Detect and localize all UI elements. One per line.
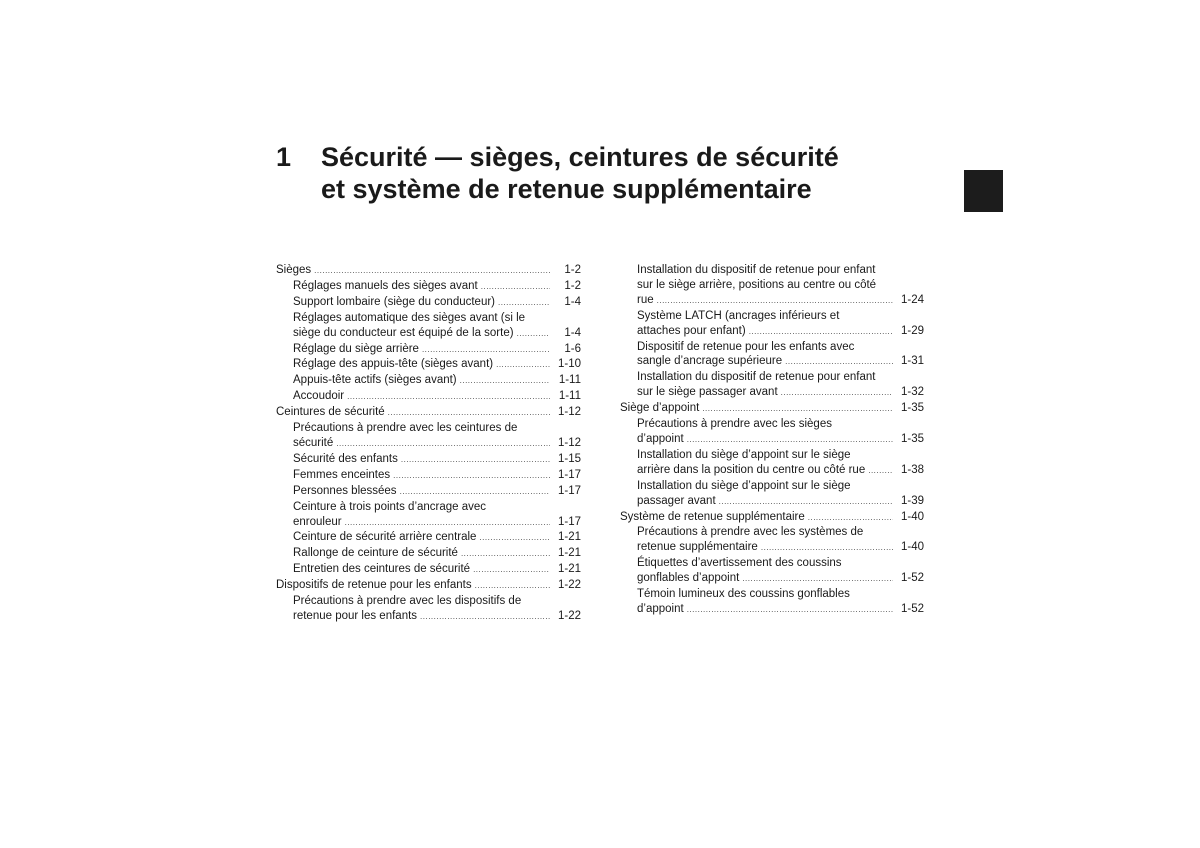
- toc-dot-leader: [314, 264, 550, 279]
- toc-entry-line: [637, 293, 924, 309]
- toc-page-number: 1-22: [557, 579, 581, 592]
- toc-dot-leader: [336, 437, 550, 452]
- toc-entry-text: passager avant: [637, 494, 716, 507]
- toc-subsection-entry[interactable]: [276, 546, 581, 562]
- toc-entry-text: Ceintures de sécurité: [276, 406, 385, 419]
- toc-subsection-entry[interactable]: [620, 340, 924, 371]
- toc-subsection-entry[interactable]: [276, 279, 581, 295]
- toc-subsection-entry[interactable]: [620, 263, 924, 309]
- toc-page-number: 1-52: [900, 602, 924, 615]
- toc-entry-line: [637, 263, 924, 278]
- toc-entry-text: Sièges: [276, 264, 312, 276]
- toc-subsection-entry[interactable]: [276, 500, 581, 531]
- toc-page-number: 1-4: [564, 326, 581, 339]
- toc-entry-text: siège du conducteur est équipé de la sorte): [293, 326, 514, 339]
- toc-dot-leader: [498, 296, 550, 311]
- toc-dot-leader: [347, 390, 550, 405]
- toc-page-number: 1-21: [557, 531, 581, 544]
- toc-entry-line: [293, 373, 581, 389]
- toc-section-entry[interactable]: [620, 401, 924, 417]
- toc-subsection-entry[interactable]: [276, 373, 581, 389]
- toc-subsection-entry[interactable]: [276, 468, 581, 484]
- toc-entry-text: Siège d’appoint: [620, 402, 700, 415]
- toc-subsection-entry[interactable]: [620, 479, 924, 510]
- toc-entry-line: [637, 463, 924, 479]
- toc-entry-text: retenue supplémentaire: [637, 541, 758, 554]
- toc-entry-line: [293, 530, 581, 546]
- toc-entry-text: Dispositif de retenue pour les enfants avec: [637, 340, 855, 353]
- toc-entry-line: [293, 562, 581, 578]
- chapter-title: [321, 141, 961, 205]
- toc-entry-line: [637, 340, 924, 355]
- toc-page-number: 1-40: [900, 541, 924, 554]
- toc-dot-leader: [657, 294, 893, 309]
- toc-subsection-entry[interactable]: [620, 448, 924, 479]
- toc-entry-line: [293, 594, 581, 609]
- toc-entry-text: Installation du siège d’appoint sur le siège: [637, 448, 851, 461]
- toc-entry-text: Précautions à prendre avec les dispositifs de: [293, 595, 522, 608]
- toc-entry-text: Ceinture de sécurité arrière centrale: [293, 531, 477, 544]
- toc-entry-line: [293, 421, 581, 436]
- toc-dot-leader: [785, 355, 893, 370]
- toc-entry-line: [637, 494, 924, 510]
- toc-entry-text: attaches pour enfant): [637, 324, 746, 337]
- toc-dot-leader: [461, 547, 550, 562]
- toc-entry-text: Système de retenue supplémentaire: [620, 510, 805, 523]
- toc-entry-text: Réglages automatique des sièges avant (si le: [293, 311, 526, 324]
- toc-dot-leader: [761, 541, 893, 556]
- toc-section-entry[interactable]: [276, 405, 581, 421]
- toc-page-number: 1-29: [900, 324, 924, 337]
- toc-dot-leader: [400, 485, 550, 500]
- toc-entry-line: [637, 278, 924, 293]
- toc-entry-text: Rallonge de ceinture de sécurité: [293, 547, 458, 560]
- toc-entry-line: [620, 510, 924, 526]
- toc-entry-line: [293, 311, 581, 326]
- toc-subsection-entry[interactable]: [276, 421, 581, 452]
- toc-page-number: 1-17: [557, 515, 581, 528]
- toc-entry-line: [276, 578, 581, 594]
- toc-entry-text: gonflables d’appoint: [637, 572, 740, 585]
- toc-entry-line: [637, 448, 924, 463]
- toc-page-number: 1-35: [900, 432, 924, 445]
- toc-subsection-entry[interactable]: [276, 452, 581, 468]
- toc-page-number: 1-17: [557, 468, 581, 481]
- toc-entry-text: Installation du siège d’appoint sur le siège: [637, 479, 851, 492]
- toc-entry-line: [293, 279, 581, 295]
- toc-entry-line: [620, 401, 924, 417]
- toc-dot-leader: [517, 327, 550, 342]
- toc-entry-line: [293, 452, 581, 468]
- toc-dot-leader: [702, 402, 893, 417]
- toc-subsection-entry[interactable]: [276, 311, 581, 342]
- toc-entry-line: [293, 515, 581, 531]
- toc-entry-line: [637, 354, 924, 370]
- toc-page-number: 1-17: [557, 484, 581, 497]
- toc-entry-text: rue: [637, 293, 654, 306]
- toc-page-number: 1-11: [558, 390, 581, 403]
- toc-column-right: [620, 263, 924, 618]
- toc-dot-leader: [781, 386, 893, 401]
- toc-entry-text: Étiquettes d’avertissement des coussins: [637, 557, 842, 570]
- toc-entry-text: sur le siège arrière, positions au centre ou côté: [637, 278, 877, 291]
- toc-dot-leader: [393, 469, 550, 484]
- toc-subsection-entry[interactable]: [276, 530, 581, 546]
- toc-entry-line: [637, 370, 924, 385]
- toc-entry-text: sangle d’ancrage supérieure: [637, 355, 783, 368]
- toc-subsection-entry[interactable]: [276, 295, 581, 311]
- toc-section-entry[interactable]: [276, 578, 581, 594]
- toc-entry-text: Installation du dispositif de retenue pour enfant: [637, 371, 876, 384]
- toc-page-number: 1-10: [557, 358, 581, 371]
- toc-dot-leader: [473, 563, 550, 578]
- toc-entry-line: [276, 263, 581, 279]
- toc-entry-line: [637, 309, 924, 324]
- toc-page-number: 1-6: [564, 342, 581, 355]
- toc-subsection-entry[interactable]: [620, 309, 924, 340]
- toc-dot-leader: [481, 280, 550, 295]
- toc-entry-line: [293, 436, 581, 452]
- toc-dot-leader: [808, 511, 893, 526]
- toc-entry-text: Réglage du siège arrière: [293, 342, 419, 355]
- toc-entry-text: Précautions à prendre avec les systèmes de: [637, 526, 864, 539]
- toc-page-number: 1-32: [900, 386, 924, 399]
- toc-entry-line: [637, 385, 924, 401]
- toc-page-number: 1-2: [564, 279, 581, 292]
- toc-dot-leader: [719, 495, 893, 510]
- toc-entry-line: [637, 324, 924, 340]
- toc-page-number: 1-40: [900, 510, 924, 523]
- toc-entry-line: [637, 525, 924, 540]
- toc-entry-text: Système LATCH (ancrages inférieurs et: [637, 309, 840, 322]
- toc-entry-text: Ceinture à trois points d’ancrage avec: [293, 500, 487, 513]
- toc-entry-line: [637, 571, 924, 587]
- toc-entry-line: [293, 546, 581, 562]
- toc-dot-leader: [388, 406, 550, 421]
- toc-entry-text: Dispositifs de retenue pour les enfants: [276, 579, 472, 592]
- toc-page-number: 1-2: [564, 264, 581, 276]
- chapter-number: 1: [276, 142, 292, 172]
- toc-subsection-entry[interactable]: [276, 484, 581, 500]
- toc-section-entry[interactable]: [276, 263, 581, 279]
- toc-entry-text: Sécurité des enfants: [293, 452, 398, 465]
- toc-dot-leader: [401, 453, 550, 468]
- toc-entry-text: Précautions à prendre avec les ceintures de: [293, 422, 518, 435]
- toc-entry-line: [293, 295, 581, 311]
- toc-entry-text: sur le siège passager avant: [637, 386, 778, 399]
- toc-page-number: 1-12: [557, 436, 581, 449]
- toc-subsection-entry[interactable]: [620, 417, 924, 448]
- toc-entry-text: enrouleur: [293, 515, 342, 528]
- toc-entry-line: [276, 405, 581, 421]
- toc-entry-text: Appuis-tête actifs (sièges avant): [293, 374, 457, 387]
- toc-page-number: 1-39: [900, 494, 924, 507]
- toc-entry-line: [293, 609, 581, 625]
- toc-subsection-entry[interactable]: [276, 594, 581, 625]
- toc-dot-leader: [687, 433, 893, 448]
- toc-page-number: 1-38: [900, 463, 924, 476]
- toc-entry-line: [293, 357, 581, 373]
- toc-subsection-entry[interactable]: [620, 587, 924, 618]
- toc-entry-line: [637, 602, 924, 618]
- toc-page-number: 1-21: [557, 547, 581, 560]
- toc-page-number: 1-35: [900, 402, 924, 415]
- toc-dot-leader: [742, 572, 893, 587]
- toc-subsection-entry[interactable]: [276, 389, 581, 405]
- toc-entry-line: [293, 389, 581, 405]
- toc-subsection-entry[interactable]: [620, 370, 924, 401]
- toc-subsection-entry[interactable]: [276, 562, 581, 578]
- toc-entry-text: d’appoint: [637, 602, 684, 615]
- toc-dot-leader: [687, 603, 893, 618]
- chapter-title-line-2: et système de retenue supplémentaire: [321, 174, 812, 204]
- toc-entry-line: [637, 479, 924, 494]
- toc-section-entry[interactable]: [620, 510, 924, 526]
- toc-entry-line: [637, 417, 924, 432]
- toc-entry-text: Femmes enceintes: [293, 468, 391, 481]
- toc-page-number: 1-24: [900, 293, 924, 306]
- toc-page-number: 1-12: [557, 406, 581, 419]
- toc-dot-leader: [496, 358, 550, 373]
- toc-entry-line: [293, 468, 581, 484]
- toc-dot-leader: [345, 516, 550, 531]
- toc-page-number: 1-31: [900, 355, 924, 368]
- toc-subsection-entry[interactable]: [620, 525, 924, 556]
- toc-subsection-entry[interactable]: [276, 342, 581, 358]
- toc-subsection-entry[interactable]: [276, 357, 581, 373]
- toc-dot-leader: [475, 579, 550, 594]
- toc-dot-leader: [460, 374, 550, 389]
- toc-entry-text: Précautions à prendre avec les sièges: [637, 418, 832, 431]
- toc-page-number: 1-21: [557, 563, 581, 576]
- toc-column-left: [276, 263, 581, 625]
- toc-entry-line: [293, 342, 581, 358]
- toc-entry-line: [637, 540, 924, 556]
- chapter-tab-marker: [964, 170, 1003, 212]
- toc-entry-line: [293, 500, 581, 515]
- toc-entry-text: retenue pour les enfants: [293, 609, 418, 622]
- toc-page-number: 1-52: [900, 572, 924, 585]
- toc-entry-text: d’appoint: [637, 432, 684, 445]
- toc-entry-line: [293, 484, 581, 500]
- toc-page-number: 1-15: [557, 452, 581, 465]
- toc-page-number: 1-11: [558, 374, 581, 387]
- toc-entry-text: Personnes blessées: [293, 484, 397, 497]
- toc-entry-text: Entretien des ceintures de sécurité: [293, 563, 471, 576]
- toc-entry-line: [637, 587, 924, 602]
- toc-entry-text: Installation du dispositif de retenue pour enfant: [637, 264, 876, 276]
- toc-entry-text: Témoin lumineux des coussins gonflables: [637, 588, 850, 601]
- toc-page-number: 1-22: [557, 609, 581, 622]
- toc-entry-text: arrière dans la position du centre ou côté rue: [637, 463, 866, 476]
- toc-entry-line: [637, 556, 924, 571]
- chapter-title-line-1: Sécurité — sièges, ceintures de sécurité: [321, 142, 839, 172]
- toc-page-number: 1-4: [564, 295, 581, 308]
- toc-entry-text: Accoudoir: [293, 390, 345, 403]
- toc-entry-line: [293, 326, 581, 342]
- toc-dot-leader: [422, 343, 550, 358]
- toc-entry-text: Réglages manuels des sièges avant: [293, 279, 478, 292]
- toc-dot-leader: [420, 610, 550, 625]
- toc-entry-text: Réglage des appuis-tête (sièges avant): [293, 358, 494, 371]
- toc-entry-line: [637, 432, 924, 448]
- toc-entry-text: sécurité: [293, 436, 334, 449]
- toc-subsection-entry[interactable]: [620, 556, 924, 587]
- toc-dot-leader: [868, 464, 893, 479]
- toc-dot-leader: [749, 325, 893, 340]
- toc-entry-text: Support lombaire (siège du conducteur): [293, 295, 496, 308]
- toc-dot-leader: [479, 531, 550, 546]
